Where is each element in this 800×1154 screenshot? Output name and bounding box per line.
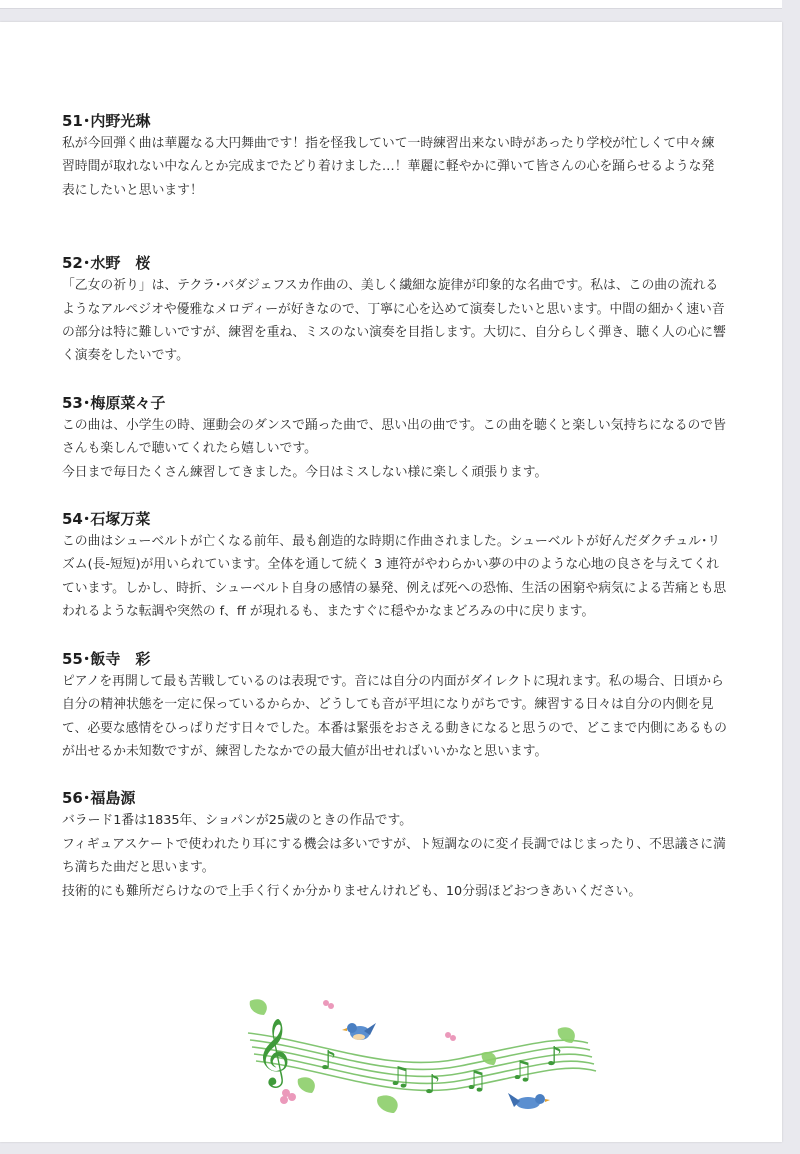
entry-body: [62, 530, 727, 624]
bird-icon: [342, 1023, 376, 1040]
music-staff-decoration: [228, 993, 600, 1121]
entry-53: [62, 392, 727, 484]
entry-55: [62, 648, 727, 764]
entry-52: [62, 252, 727, 368]
entry-54: [62, 508, 727, 624]
entry-body: [62, 274, 727, 368]
bird-icon: [508, 1093, 550, 1109]
entry-paragraph: ピアノを再開して最も苦戦しているのは表現です。音には自分の内面がダイレクトに現れます。私の場合、日頃から自分の精神状態を一定に保っているからか、どうしても音が平坦になりがちです。練習する日々は自分の内側を見て、必要な感情をひっぱりだす日々でした。本番は緊張をおさえる動きになると思うので、どこまで内側にあるものが出せるか未知数ですが、練習したなかでの最大値が出せればいいかなと思います。: [62, 673, 727, 759]
entry-paragraph: フィギュアスケートで使われたり耳にする機会は多いですが、ト短調なのに変イ長調ではじまったり、不思議さに満ち満ちた曲だと思います。: [62, 836, 726, 876]
entry-body: [62, 414, 727, 484]
svg-text:♫: ♫: [388, 1062, 412, 1092]
svg-text:♪: ♪: [424, 1070, 441, 1100]
entry-paragraph: バラード1番は1835年、ショパンが25歳のときの作品です。: [62, 813, 413, 829]
entry-body: [62, 809, 727, 903]
entry-body: [62, 670, 727, 764]
entry-title: 52･水野 桜: [62, 254, 151, 273]
entry-paragraph: 今日まで毎日たくさん練習してきました。今日はミスしない様に楽しく頑張ります。: [62, 464, 548, 480]
treble-clef-icon: [256, 1017, 290, 1088]
music-note-icon: [320, 1042, 563, 1100]
document-page: [0, 22, 782, 1142]
svg-text:♪: ♪: [546, 1042, 563, 1072]
entry-paragraph: この曲は、小学生の時、運動会のダンスで踊った曲で、思い出の曲です。この曲を聴くと楽しい気持ちになるので皆さんも楽しんで聴いてくれたら嬉しいです。: [62, 417, 726, 457]
entry-title: 51･内野光琳: [62, 112, 151, 130]
previous-page-edge: [0, 0, 782, 9]
entry-paragraph: 「乙女の祈り」は、テクラ･バダジェフスカ作曲の、美しく繊細な旋律が印象的な名曲です。私は、この曲の流れるようなアルペジオや優雅なメロディーが好きなので、丁寧に心を込めて演奏したいと思います。中間の細かく速い音の部分は特に難しいですが、練習を重ね、ミスのない演奏を目指します。大切に、自分らしく弾き、聴く人の心に響く演奏をしたいです。: [62, 278, 726, 364]
entry-paragraph: 技術的にも難所だらけなので上手く行くか分かりませんけれども、10分弱ほどおつきあいください。: [62, 883, 642, 899]
svg-text:𝄞: 𝄞: [256, 1017, 291, 1085]
svg-text:♫: ♫: [510, 1056, 534, 1086]
program-notes: [62, 110, 727, 903]
entry-51: [62, 110, 727, 202]
entry-body: [62, 132, 727, 202]
entry-title: 53･梅原菜々子: [62, 393, 166, 412]
entry-title: 55･飯寺 彩: [62, 649, 151, 668]
svg-text:♪: ♪: [320, 1046, 337, 1076]
entry-56: [62, 787, 727, 903]
entry-paragraph: この曲はシューベルトが亡くなる前年、最も創造的な時期に作曲されました。シューベルトが好んだダクチュル･リズム(長-短短)が用いられています。全体を通して続く 3 連符がやわらかい夢の中のような心地の良さを与えてくれています。しかし、時折、シューベルト自身の感情の暴発、例えば死への恐怖、生活の困窮や病気による苦痛とも思われるような転調や突然の f、ff が現れるも、またすぐに穏やかなまどろみの中に戻ります。: [62, 534, 727, 620]
entry-title: 56･福島源: [62, 789, 136, 808]
entry-paragraph: 私が今回弾く曲は華麗なる大円舞曲です！指を怪我していて一時練習出来ない時があったり学校が忙しくて中々練習時間が取れない中なんとか完成までたどり着けました…！華麗に軽やかに弾いて皆さんの心を踊らせるような発表にしたいと思います！: [62, 136, 715, 198]
svg-text:♫: ♫: [464, 1066, 488, 1096]
entry-title: 54･石塚万菜: [62, 510, 151, 529]
